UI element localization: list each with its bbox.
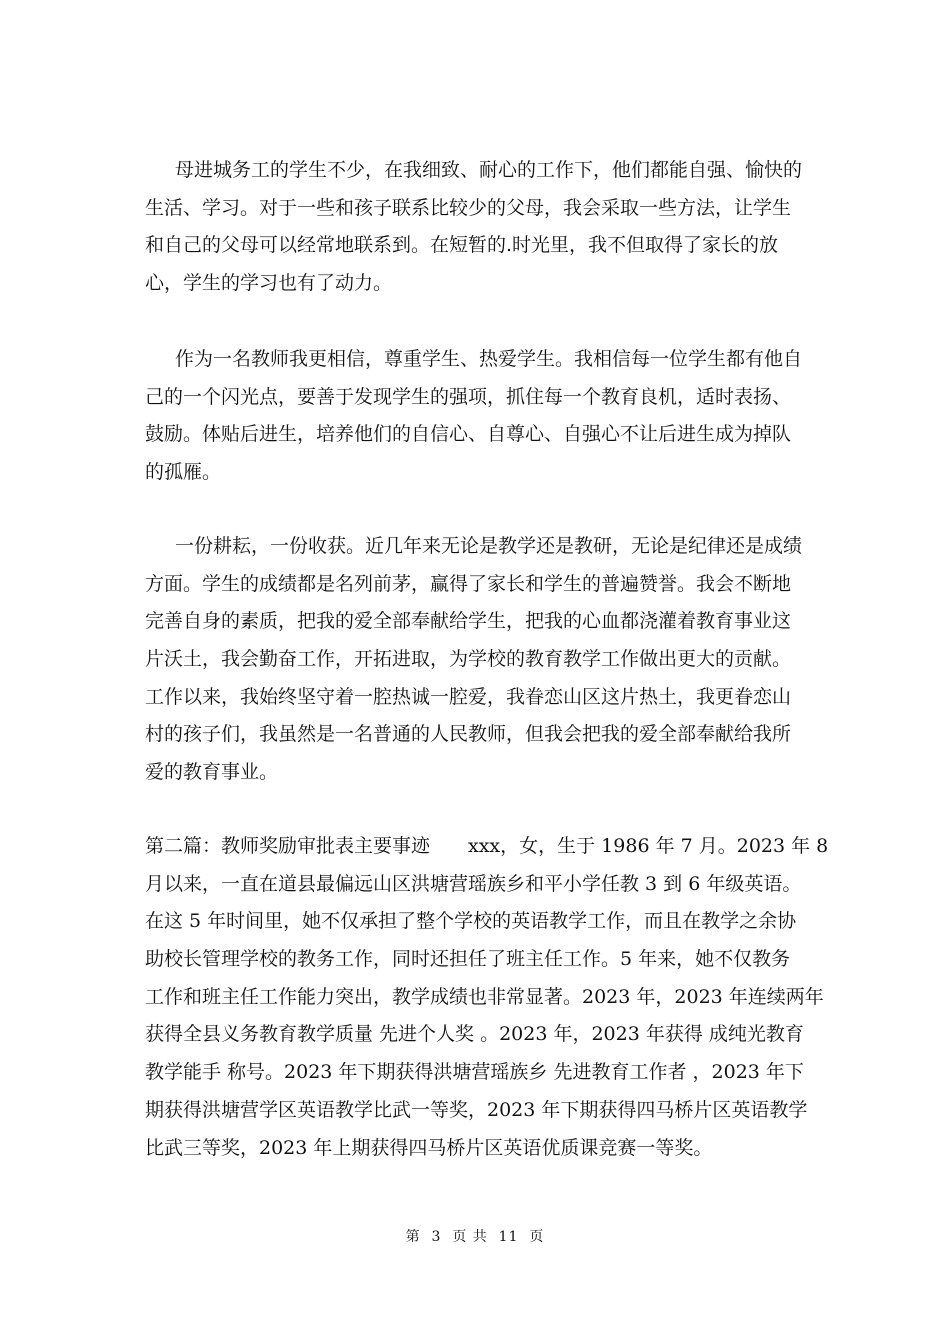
page-number-footer: 第 3 页 共 11 页 <box>405 1229 545 1245</box>
paragraph-line: 片沃土，我会勤奋工作，开拓进取，为学校的教育教学工作做出更大的贡献。 <box>145 648 792 671</box>
paragraph-line: 生活、学习。对于一些和孩子联系比较少的父母，我会采取一些方法，让学生 <box>145 196 792 219</box>
paragraph-parent-contact <box>145 152 810 303</box>
paragraph-line: 村的孩子们，我虽然是一名普通的人民教师，但我会把我的爱全部奉献给我所 <box>145 723 792 746</box>
paragraph-line: 获得全县义务教育教学质量 先进个人奖 。2023 年，2023 年获得 成纯光教育 <box>145 1023 804 1046</box>
paragraph-line: 己的一个闪光点，要善于发现学生的强项，抓住每一个教育良机，适时表扬、 <box>145 385 792 408</box>
paragraph-second-article <box>145 828 829 1167</box>
paragraph-line: 母进城务工的学生不少，在我细致、耐心的工作下，他们都能自强、愉快的 <box>175 159 803 181</box>
paragraph-respect-students <box>145 341 810 492</box>
paragraph-line: 期获得洪塘营学区英语教学比武一等奖，2023 年下期获得四马桥片区英语教学 <box>145 1098 808 1121</box>
paragraph-line: 教学能手 称号。2023 年下期获得洪塘营瑶族乡 先进教育工作者 ，2023 年下 <box>145 1061 804 1084</box>
paragraph-line: 爱的教育事业。 <box>145 761 279 784</box>
paragraph-line: 和自己的父母可以经常地联系到。在短暂的.时光里，我不但取得了家长的放 <box>145 234 779 257</box>
paragraph-line: 在这 5 年时间里，她不仅承担了整个学校的英语教学工作，而且在教学之余协 <box>145 910 797 933</box>
paragraph-line: 作为一名教师我更相信，尊重学生、热爱学生。我相信每一位学生都有他自 <box>175 348 803 370</box>
paragraph-line: 工作和班主任工作能力突出，教学成绩也非常显著。2023 年，2023 年连续两年 <box>145 985 824 1008</box>
paragraph-line: 的孤雁。 <box>145 461 222 484</box>
paragraph-line: 工作以来，我始终坚守着一腔热诚一腔爱，我眷恋山区这片热土，我更眷恋山 <box>145 685 792 708</box>
paragraph-harvest <box>145 528 810 792</box>
paragraph-line: 助校长管理学校的教务工作，同时还担任了班主任工作。5 年来，她不仅教务 <box>145 948 791 971</box>
paragraph-line: 方面。学生的成绩都是名列前茅，赢得了家长和学生的普遍赞誉。我会不断地 <box>145 572 792 595</box>
paragraph-line: 鼓励。体贴后进生，培养他们的自信心、自尊心、自强心不让后进生成为掉队 <box>145 423 792 446</box>
paragraph-line: 月以来，一直在道县最偏远山区洪塘营瑶族乡和平小学任教 3 到 6 年级英语。 <box>145 872 802 895</box>
paragraph-line: 比武三等奖，2023 年上期获得四马桥片区英语优质课竞赛一等奖。 <box>145 1136 713 1159</box>
paragraph-line: 一份耕耘，一份收获。近几年来无论是教学还是教研，无论是纪律还是成绩 <box>175 535 803 557</box>
paragraph-line: 完善自身的素质，把我的爱全部奉献给学生，把我的心血都浇灌着教育事业这 <box>145 610 792 633</box>
paragraph-line: 第二篇：教师奖励审批表主要事迹 xxx，女，生于 1986 年 7 月。2023 年 8 <box>145 835 829 857</box>
paragraph-line: 心，学生的学习也有了动力。 <box>145 272 393 295</box>
